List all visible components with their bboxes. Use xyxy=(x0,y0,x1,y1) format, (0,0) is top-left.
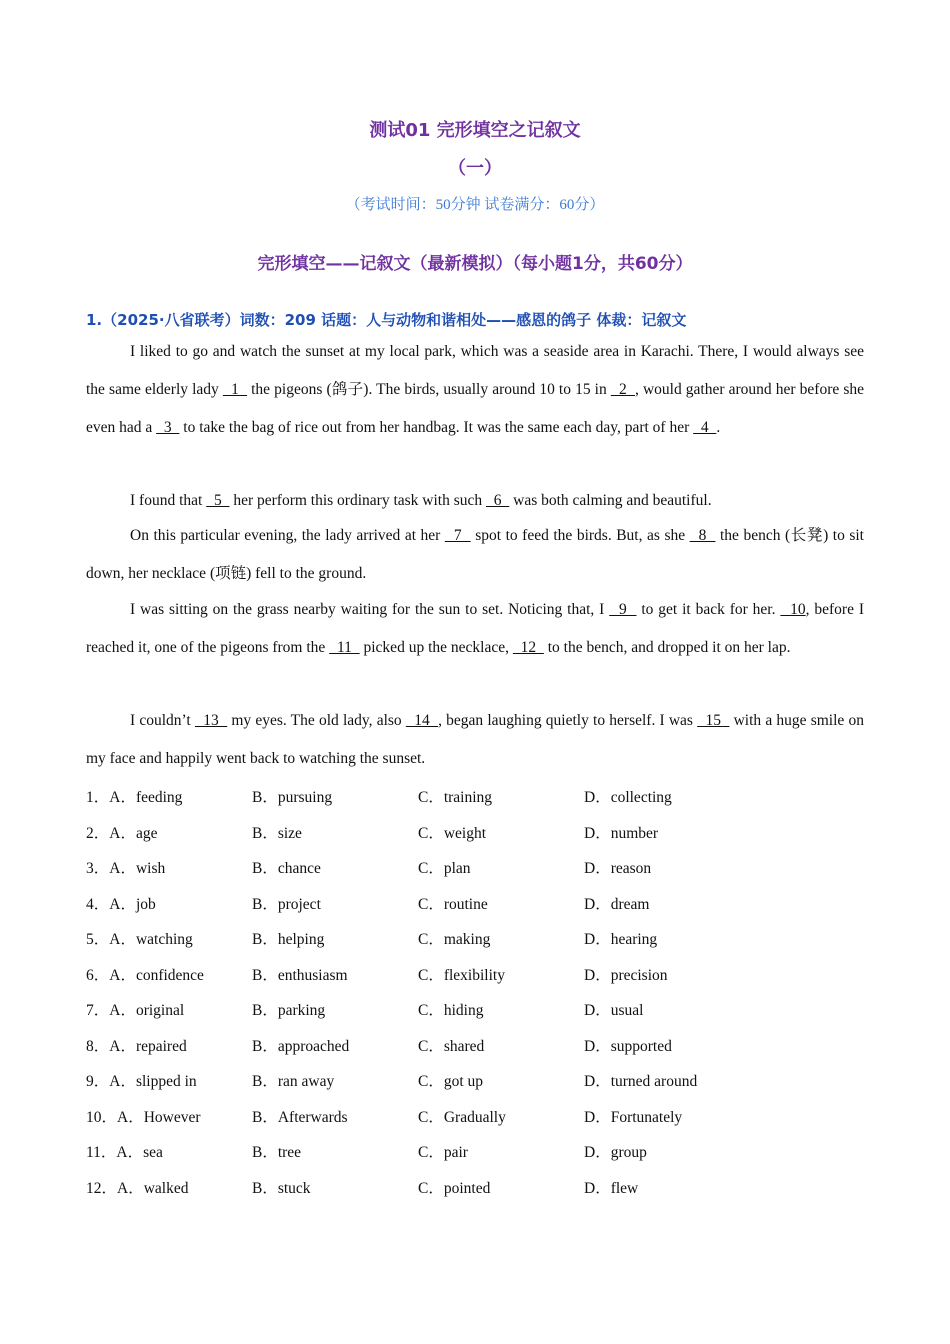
option-row xyxy=(86,777,886,813)
option-choice: B．pursuing xyxy=(252,789,333,806)
passage-text: picked up the necklace, xyxy=(359,639,513,656)
option-row xyxy=(86,919,886,955)
option-choice: 9．A．slipped in xyxy=(86,1073,197,1090)
option-row xyxy=(86,884,886,920)
option-choice: D．flew xyxy=(584,1179,639,1197)
option-choice: D．number xyxy=(584,824,659,842)
passage-paragraph xyxy=(86,517,864,593)
option-choice: C．hiding xyxy=(418,1002,484,1019)
cloze-blank: 5 xyxy=(206,492,230,509)
passage-text: the pigeons (鸽子). The birds, usually around 10 to 15 in xyxy=(247,381,611,398)
passage-paragraph xyxy=(86,591,864,667)
passage-text: . xyxy=(716,419,721,436)
cloze-blank: 10 xyxy=(780,601,806,618)
passage-text: was both calming and beautiful. xyxy=(509,492,712,509)
paragraph-text xyxy=(86,482,864,520)
passage-paragraph xyxy=(86,702,864,778)
option-choice: 3．A．wish xyxy=(86,860,166,877)
option-choice: C．Gradually xyxy=(418,1108,506,1126)
cloze-blank: 12 xyxy=(512,639,544,656)
option-choice: B．chance xyxy=(252,860,321,877)
option-choice: B．tree xyxy=(252,1144,302,1161)
passage-text: , would gather around her before she even had a xyxy=(86,381,864,436)
passage-text: I was sitting on the grass nearby waiting for the sun to set. Noticing that, I xyxy=(130,601,610,618)
cloze-blank: 6 xyxy=(486,492,510,509)
cloze-blank: 13 xyxy=(194,712,228,729)
passage-text: On this particular evening, the lady arrived at her xyxy=(130,527,445,544)
option-choice: B．approached xyxy=(252,1037,350,1055)
option-row xyxy=(86,1061,886,1097)
option-choice: D．usual xyxy=(584,1002,644,1019)
paragraph-text xyxy=(86,591,864,667)
option-choice: D．group xyxy=(584,1144,647,1161)
options-list xyxy=(86,777,886,1203)
option-choice: 7．A．original xyxy=(86,1002,185,1019)
option-choice: C．got up xyxy=(418,1073,484,1090)
question-heading: 1.（2025·八省联考）词数：209 话题：人与动物和谐相处——感恩的鸽子 体裁：记叙文 xyxy=(86,311,687,329)
option-choice: B．Afterwards xyxy=(252,1108,348,1126)
option-choice: C．routine xyxy=(418,895,488,913)
option-choice: C．pair xyxy=(418,1144,468,1161)
option-choice: 5．A．watching xyxy=(86,931,193,948)
option-row xyxy=(86,990,886,1026)
cloze-blank: 11 xyxy=(329,639,360,656)
option-row xyxy=(86,1168,886,1204)
cloze-blank: 7 xyxy=(444,527,471,544)
option-choice: 11．A．sea xyxy=(86,1144,163,1161)
option-row xyxy=(86,1132,886,1168)
cloze-blank: 4 xyxy=(693,419,717,436)
option-choice: 6．A．confidence xyxy=(86,966,204,984)
option-choice: D．reason xyxy=(584,860,652,877)
option-choice: B．helping xyxy=(252,931,325,948)
passage-paragraph xyxy=(86,482,864,520)
option-row xyxy=(86,813,886,849)
option-choice: 12．A．walked xyxy=(86,1179,189,1197)
passage-text: to take the bag of rice out from her handbag. It was the same each day, part of her xyxy=(179,419,694,436)
option-choice: B．enthusiasm xyxy=(252,966,348,984)
passage-text: I liked to go and watch the sunset at my local park, which was a seaside area in Karachi. There, I would always see the same elderly lady xyxy=(86,343,864,398)
option-choice: C．making xyxy=(418,931,491,948)
test-subtitle: （一） xyxy=(448,158,502,179)
cloze-blank: 14 xyxy=(405,712,439,729)
cloze-blank: 2 xyxy=(610,381,635,398)
option-choice: C．shared xyxy=(418,1037,485,1055)
option-choice: C．pointed xyxy=(418,1179,491,1197)
passage-text: to get it back for her. xyxy=(636,601,781,618)
cloze-blank: 9 xyxy=(609,601,637,618)
cloze-blank: 3 xyxy=(156,419,180,436)
option-choice: C．weight xyxy=(418,824,487,842)
passage-text: I couldn’t xyxy=(130,712,195,729)
option-row xyxy=(86,1097,886,1133)
test-title: 测试01 完形填空之记叙文 xyxy=(369,120,581,141)
option-choice: B．stuck xyxy=(252,1179,311,1197)
paragraph-text xyxy=(86,517,864,593)
option-choice: C．flexibility xyxy=(418,966,505,984)
option-choice: 2．A．age xyxy=(86,824,158,842)
option-choice: 8．A．repaired xyxy=(86,1037,187,1055)
section-title: 完形填空——记叙文（最新模拟）（每小题1分，共60分） xyxy=(257,254,693,274)
passage-text: her perform this ordinary task with such xyxy=(229,492,487,509)
cloze-blank: 1 xyxy=(222,381,248,398)
option-choice: D．hearing xyxy=(584,931,658,948)
passage-paragraph xyxy=(86,333,864,447)
passage-text: with a huge smile on my face and happily went back to watching the sunset. xyxy=(86,712,864,767)
option-choice: C．plan xyxy=(418,860,471,877)
passage-text: my eyes. The old lady, also xyxy=(227,712,406,729)
paragraph-text xyxy=(86,702,864,778)
passage-text: to the bench, and dropped it on her lap. xyxy=(543,639,791,656)
option-choice: B．ran away xyxy=(252,1073,335,1090)
option-choice: B．parking xyxy=(252,1002,326,1019)
option-choice: 10．A．However xyxy=(86,1108,201,1126)
option-row xyxy=(86,848,886,884)
cloze-blank: 15 xyxy=(697,712,730,729)
passage-text: , before I reached it, one of the pigeons from the xyxy=(86,601,865,656)
option-choice: D．turned around xyxy=(584,1073,698,1090)
paragraph-text xyxy=(86,333,864,447)
option-row xyxy=(86,955,886,991)
option-choice: D．precision xyxy=(584,966,668,984)
option-choice: D．collecting xyxy=(584,789,672,806)
option-choice: B．project xyxy=(252,895,321,913)
option-choice: C．training xyxy=(418,789,493,806)
option-choice: 4．A．job xyxy=(86,895,156,913)
option-choice: B．size xyxy=(252,824,302,842)
exam-info: （考试时间：50分钟 试卷满分：60分） xyxy=(345,197,605,213)
passage-text: spot to feed the birds. But, as she xyxy=(470,527,690,544)
passage-text: , began laughing quietly to herself. I was xyxy=(438,712,698,729)
option-row xyxy=(86,1026,886,1062)
option-choice: 1．A．feeding xyxy=(86,789,183,806)
option-choice: D．supported xyxy=(584,1037,672,1055)
passage-text: the bench (长凳) to sit down, her necklace (项链) fell to the ground. xyxy=(86,527,864,582)
option-choice: D．Fortunately xyxy=(584,1108,683,1126)
passage-text: I found that xyxy=(130,492,207,509)
option-choice: D．dream xyxy=(584,895,650,913)
cloze-blank: 8 xyxy=(689,527,716,544)
